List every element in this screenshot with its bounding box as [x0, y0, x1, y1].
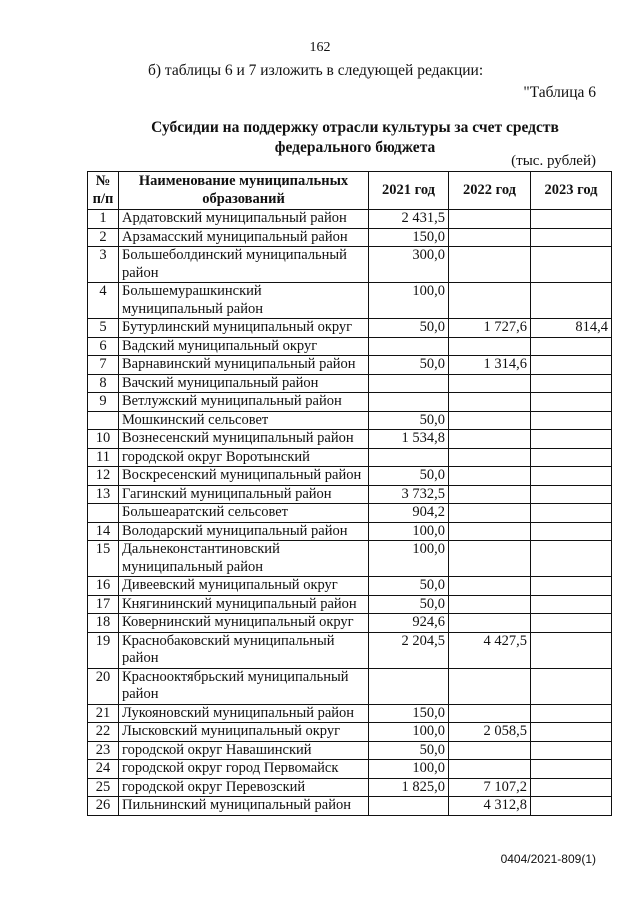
row-number-cell: 1: [88, 210, 119, 229]
subsidies-table: [87, 171, 612, 816]
table-title-line-1: Субсидии на поддержку отрасли культуры за счет средств: [151, 119, 559, 136]
value-2021-cell: 100,0: [369, 283, 449, 319]
value-2023-cell: [531, 356, 612, 375]
row-number-cell: 20: [88, 668, 119, 704]
header-name-line-2: образований: [202, 190, 285, 207]
value-2022-cell: 1 314,6: [449, 356, 531, 375]
municipality-name-cell: Арзамасский муниципальный район: [119, 228, 369, 247]
header-num-line-1: №: [95, 173, 111, 189]
value-2022-cell: [449, 247, 531, 283]
municipality-name-cell: городской округ Навашинский: [119, 741, 369, 760]
value-2023-cell: [531, 522, 612, 541]
table-header-row: [88, 172, 612, 210]
table-row: [88, 778, 612, 797]
value-2022-cell: 7 107,2: [449, 778, 531, 797]
municipality-name-cell: Володарский муниципальный район: [119, 522, 369, 541]
row-number-cell: 24: [88, 760, 119, 779]
municipality-name-cell: Дивеевский муниципальный округ: [119, 577, 369, 596]
value-2021-cell: 904,2: [369, 504, 449, 523]
value-2021-cell: 300,0: [369, 247, 449, 283]
value-2021-cell: 50,0: [369, 411, 449, 430]
value-2023-cell: [531, 228, 612, 247]
municipality-name-cell: Краснобаковский муниципальный район: [119, 632, 369, 668]
value-2021-cell: [369, 337, 449, 356]
table-row: [88, 247, 612, 283]
value-2023-cell: [531, 485, 612, 504]
value-2023-cell: [531, 668, 612, 704]
value-2022-cell: [449, 411, 531, 430]
header-2022: 2022 год: [449, 172, 531, 210]
municipality-name-cell: Краснооктябрьский муниципальный район: [119, 668, 369, 704]
value-2022-cell: [449, 577, 531, 596]
row-number-cell: 7: [88, 356, 119, 375]
municipality-name-cell: Мошкинский сельсовет: [119, 411, 369, 430]
row-number-cell: 9: [88, 393, 119, 412]
value-2021-cell: 100,0: [369, 760, 449, 779]
table-row: [88, 319, 612, 338]
value-2022-cell: [449, 210, 531, 229]
value-2023-cell: [531, 797, 612, 816]
row-number-cell: 13: [88, 485, 119, 504]
table-row: [88, 228, 612, 247]
row-number-cell: 25: [88, 778, 119, 797]
table-row: [88, 210, 612, 229]
value-2021-cell: 50,0: [369, 467, 449, 486]
value-2022-cell: [449, 668, 531, 704]
header-2021: 2021 год: [369, 172, 449, 210]
value-2023-cell: [531, 577, 612, 596]
value-2023-cell: [531, 595, 612, 614]
value-2022-cell: [449, 760, 531, 779]
row-number-cell: 8: [88, 374, 119, 393]
municipality-name-cell: Пильнинский муниципальный район: [119, 797, 369, 816]
value-2021-cell: 2 431,5: [369, 210, 449, 229]
municipality-name-cell: Вадский муниципальный округ: [119, 337, 369, 356]
table-row: [88, 704, 612, 723]
table-row: [88, 283, 612, 319]
row-number-cell: 5: [88, 319, 119, 338]
value-2023-cell: [531, 760, 612, 779]
value-2022-cell: [449, 228, 531, 247]
municipality-name-cell: городской округ город Первомайск: [119, 760, 369, 779]
table-row: [88, 485, 612, 504]
municipality-name-cell: Большемурашкинский муниципальный район: [119, 283, 369, 319]
table-row: [88, 448, 612, 467]
row-number-cell: 26: [88, 797, 119, 816]
table-row: [88, 668, 612, 704]
municipality-name-cell: Княгининский муниципальный район: [119, 595, 369, 614]
row-number-cell: 12: [88, 467, 119, 486]
table-row: [88, 356, 612, 375]
municipality-name-cell: Большеболдинский муниципальный район: [119, 247, 369, 283]
value-2022-cell: [449, 614, 531, 633]
value-2023-cell: [531, 723, 612, 742]
table-row: [88, 411, 612, 430]
table-title: [0, 118, 640, 158]
header-num: [88, 172, 119, 210]
value-2021-cell: 50,0: [369, 595, 449, 614]
table-row: [88, 393, 612, 412]
value-2021-cell: [369, 797, 449, 816]
row-number-cell: 23: [88, 741, 119, 760]
value-2023-cell: [531, 337, 612, 356]
municipality-name-cell: городской округ Воротынский: [119, 448, 369, 467]
page-number: 162: [309, 40, 331, 55]
value-2022-cell: 4 312,8: [449, 797, 531, 816]
units-label: (тыс. рублей): [511, 153, 596, 169]
value-2021-cell: 1 534,8: [369, 430, 449, 449]
header-name-line-1: Наименование муниципальных: [138, 173, 349, 189]
municipality-name-cell: Ветлужский муниципальный район: [119, 393, 369, 412]
row-number-cell: 3: [88, 247, 119, 283]
value-2023-cell: [531, 504, 612, 523]
table-row: [88, 374, 612, 393]
value-2021-cell: [369, 393, 449, 412]
value-2023-cell: [531, 704, 612, 723]
value-2022-cell: [449, 430, 531, 449]
value-2022-cell: [449, 541, 531, 577]
municipality-name-cell: Вознесенский муниципальный район: [119, 430, 369, 449]
municipality-name-cell: Ардатовский муниципальный район: [119, 210, 369, 229]
value-2021-cell: [369, 448, 449, 467]
table-title-line-2: федерального бюджета: [274, 139, 436, 156]
value-2021-cell: 50,0: [369, 356, 449, 375]
row-number-cell: 17: [88, 595, 119, 614]
value-2023-cell: [531, 632, 612, 668]
value-2023-cell: 814,4: [531, 319, 612, 338]
intro-text: б) таблицы 6 и 7 изложить в следующей редакции:: [148, 62, 484, 79]
value-2021-cell: [369, 374, 449, 393]
row-number-cell: 21: [88, 704, 119, 723]
value-2023-cell: [531, 210, 612, 229]
value-2021-cell: [369, 668, 449, 704]
value-2023-cell: [531, 778, 612, 797]
value-2023-cell: [531, 541, 612, 577]
value-2022-cell: [449, 467, 531, 486]
value-2023-cell: [531, 430, 612, 449]
row-number-cell: 18: [88, 614, 119, 633]
row-number-cell: 14: [88, 522, 119, 541]
value-2023-cell: [531, 374, 612, 393]
value-2022-cell: [449, 448, 531, 467]
table-row: [88, 430, 612, 449]
municipality-name-cell: Лысковский муниципальный округ: [119, 723, 369, 742]
value-2021-cell: 150,0: [369, 228, 449, 247]
municipality-name-cell: Воскресенский муниципальный район: [119, 467, 369, 486]
table-row: [88, 522, 612, 541]
row-number-cell: 11: [88, 448, 119, 467]
value-2021-cell: 1 825,0: [369, 778, 449, 797]
value-2021-cell: 924,6: [369, 614, 449, 633]
value-2021-cell: 100,0: [369, 522, 449, 541]
municipality-name-cell: Большеаратский сельсовет: [119, 504, 369, 523]
value-2022-cell: [449, 485, 531, 504]
value-2022-cell: [449, 374, 531, 393]
table-body: [88, 210, 612, 816]
value-2022-cell: [449, 283, 531, 319]
value-2022-cell: [449, 522, 531, 541]
row-number-cell: 2: [88, 228, 119, 247]
municipality-name-cell: Бутурлинский муниципальный округ: [119, 319, 369, 338]
municipality-name-cell: Лукояновский муниципальный район: [119, 704, 369, 723]
table-row: [88, 577, 612, 596]
municipality-name-cell: городской округ Перевозский: [119, 778, 369, 797]
value-2023-cell: [531, 448, 612, 467]
municipality-name-cell: Гагинский муниципальный район: [119, 485, 369, 504]
header-num-line-2: п/п: [92, 190, 114, 207]
header-2023: 2023 год: [531, 172, 612, 210]
value-2022-cell: [449, 595, 531, 614]
header-name: [119, 172, 369, 210]
row-number-cell: 22: [88, 723, 119, 742]
value-2023-cell: [531, 283, 612, 319]
table-row: [88, 504, 612, 523]
row-number-cell: 6: [88, 337, 119, 356]
row-number-cell: 4: [88, 283, 119, 319]
table-row: [88, 760, 612, 779]
value-2021-cell: 50,0: [369, 319, 449, 338]
value-2021-cell: 100,0: [369, 541, 449, 577]
value-2023-cell: [531, 393, 612, 412]
value-2021-cell: 100,0: [369, 723, 449, 742]
table-row: [88, 723, 612, 742]
table-row: [88, 467, 612, 486]
value-2023-cell: [531, 467, 612, 486]
municipality-name-cell: Вачский муниципальный район: [119, 374, 369, 393]
value-2021-cell: 2 204,5: [369, 632, 449, 668]
value-2021-cell: 3 732,5: [369, 485, 449, 504]
row-number-cell: 15: [88, 541, 119, 577]
table-row: [88, 595, 612, 614]
value-2023-cell: [531, 247, 612, 283]
row-number-cell: 19: [88, 632, 119, 668]
value-2021-cell: 50,0: [369, 577, 449, 596]
table-row: [88, 741, 612, 760]
row-number-cell: 10: [88, 430, 119, 449]
value-2021-cell: 50,0: [369, 741, 449, 760]
value-2023-cell: [531, 614, 612, 633]
table-row: [88, 541, 612, 577]
value-2022-cell: [449, 504, 531, 523]
table-row: [88, 632, 612, 668]
row-number-cell: [88, 411, 119, 430]
value-2023-cell: [531, 411, 612, 430]
value-2022-cell: [449, 741, 531, 760]
value-2022-cell: [449, 337, 531, 356]
municipality-name-cell: Варнавинский муниципальный район: [119, 356, 369, 375]
value-2022-cell: 2 058,5: [449, 723, 531, 742]
municipality-name-cell: Дальнеконстантиновский муниципальный район: [119, 541, 369, 577]
document-code: 0404/2021-809(1): [500, 852, 596, 866]
table-row: [88, 337, 612, 356]
value-2022-cell: 4 427,5: [449, 632, 531, 668]
value-2021-cell: 150,0: [369, 704, 449, 723]
value-2022-cell: [449, 704, 531, 723]
row-number-cell: [88, 504, 119, 523]
row-number-cell: 16: [88, 577, 119, 596]
table-row: [88, 614, 612, 633]
value-2023-cell: [531, 741, 612, 760]
value-2022-cell: 1 727,6: [449, 319, 531, 338]
municipality-name-cell: Ковернинский муниципальный округ: [119, 614, 369, 633]
value-2022-cell: [449, 393, 531, 412]
table-row: [88, 797, 612, 816]
table-label: "Таблица 6: [523, 84, 596, 101]
